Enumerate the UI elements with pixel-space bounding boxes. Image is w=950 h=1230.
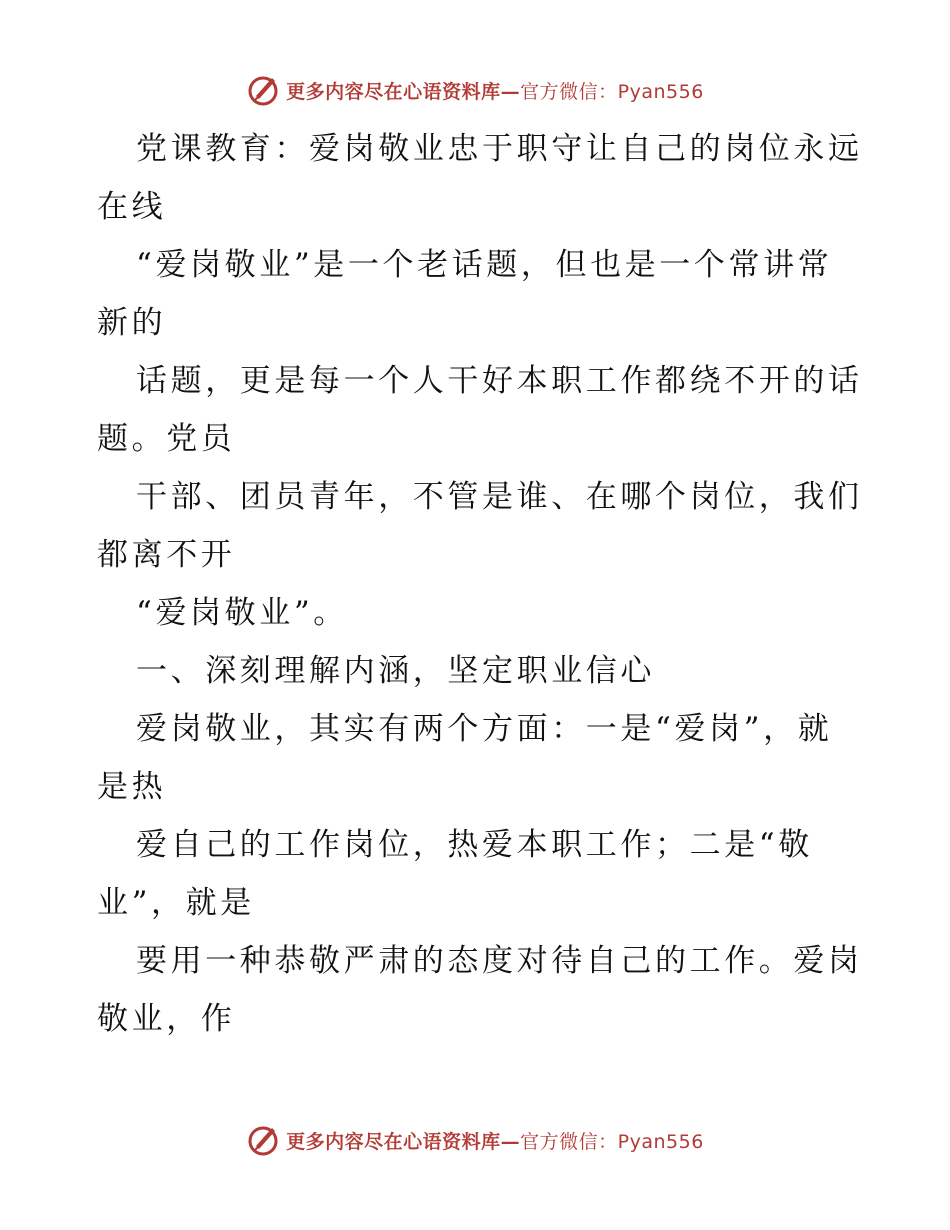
- body-line: “爱岗敬业”是一个老话题，但也是一个常讲常: [136, 247, 833, 283]
- section-heading: 一、深刻理解内涵，坚定职业信心: [136, 653, 655, 689]
- footer-banner: [0, 1120, 950, 1160]
- body-line: 题。党员: [97, 421, 236, 457]
- body-line: 干部、团员青年，不管是谁、在哪个岗位，我们: [136, 479, 863, 515]
- body-line: 敬业，作: [97, 1001, 236, 1037]
- header-banner: [0, 70, 950, 110]
- body-line: 业”，就是: [97, 885, 255, 921]
- quill-seal-icon: [246, 1122, 282, 1158]
- body-line: 在线: [97, 189, 167, 225]
- body-line: 爱自己的工作岗位，热爱本职工作；二是“敬: [136, 827, 813, 863]
- header-wechat: 官方微信：Pyan556: [520, 80, 704, 103]
- body-line: 新的: [97, 305, 167, 341]
- body-line: 要用一种恭敬严肃的态度对待自己的工作。爱岗: [136, 943, 863, 979]
- footer-text: 更多内容尽在心语资料库—: [286, 1130, 521, 1153]
- footer-wechat: 官方微信：Pyan556: [520, 1130, 704, 1153]
- body-line: 都离不开: [97, 537, 236, 573]
- header-text: 更多内容尽在心语资料库—: [286, 80, 521, 103]
- body-line: 爱岗敬业，其实有两个方面：一是“爱岗”，就: [136, 711, 833, 747]
- body-line: 是热: [97, 769, 167, 805]
- body-line: “爱岗敬业”。: [136, 595, 348, 631]
- quill-seal-icon: [246, 72, 282, 108]
- body-line: 话题，更是每一个人干好本职工作都绕不开的话: [136, 363, 863, 399]
- body-line: 党课教育：爱岗敬业忠于职守让自己的岗位永远: [136, 131, 863, 167]
